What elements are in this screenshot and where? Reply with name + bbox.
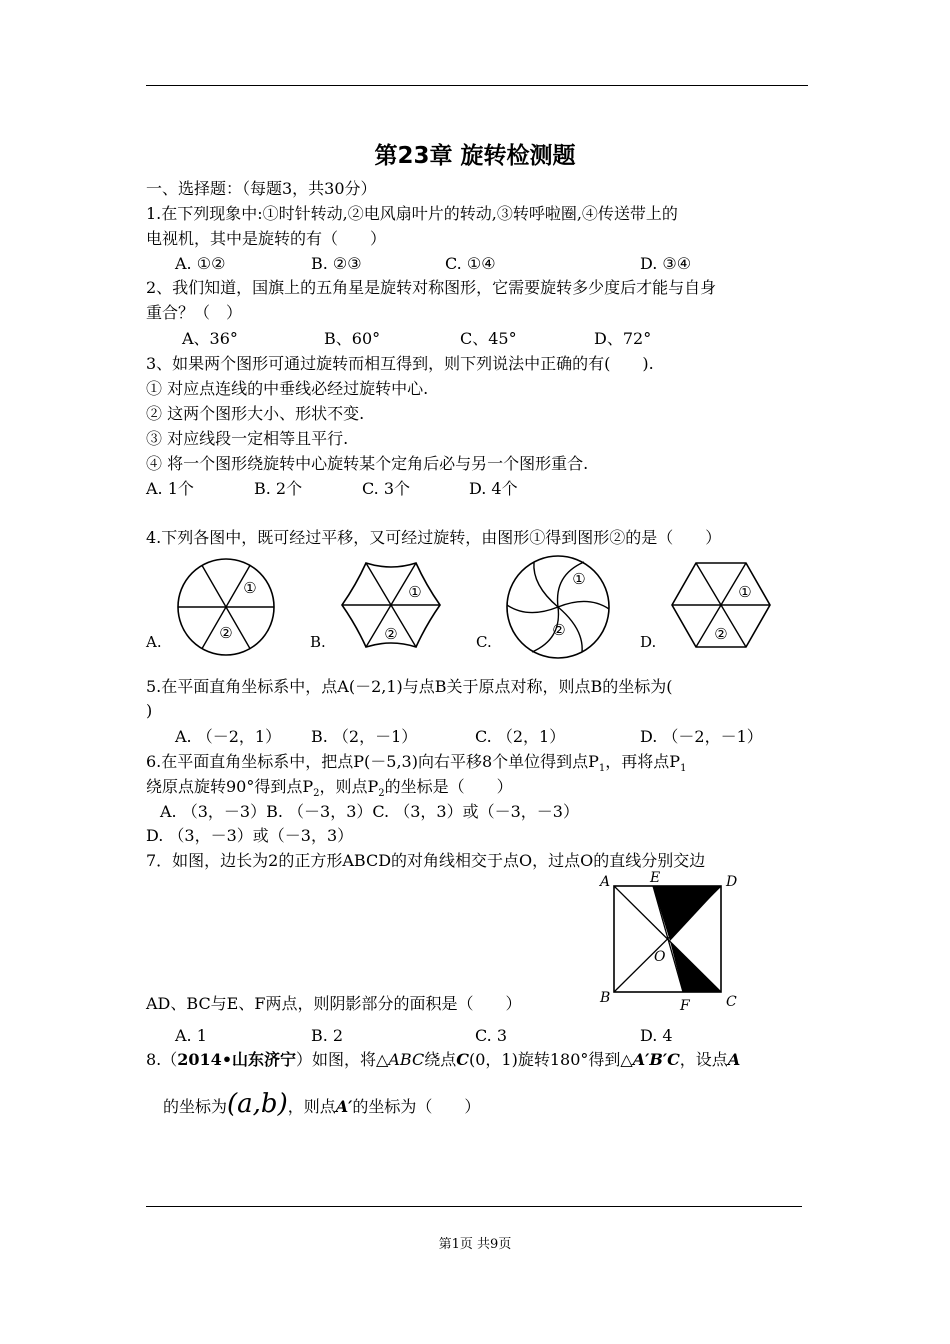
q2-line2: 重合？（ ） [146, 303, 243, 322]
q4c-mark-1: ① [572, 570, 586, 588]
q2-option-b: B、60° [324, 329, 381, 348]
q1-line2: 电视机，其中是旋转的有（ ） [146, 229, 387, 248]
q2-option-a: A、36° [182, 329, 238, 348]
q3-option-a: A. 1个 [146, 479, 194, 498]
q2-option-d: D、72° [594, 329, 652, 348]
q8-a: A [727, 1050, 741, 1069]
q8-source: 2014•山东济宁 [177, 1050, 297, 1069]
q7-label-o: O [654, 949, 666, 965]
q6-line1-a: 6.在平面直角坐标系中，把点P(－5,3)向右平移8个单位得到点P [146, 752, 599, 771]
q3-statement-2: ② 这两个图形大小、形状不变. [146, 404, 365, 423]
q4-figure-d [668, 557, 774, 653]
q8-math: (a,b) [227, 1089, 288, 1119]
q3-statement-3: ③ 对应线段一定相等且平行. [146, 429, 349, 448]
q4b-mark-2: ② [384, 625, 398, 643]
q7-line1: 7．如图，边长为2的正方形ABCD的对角线相交于点O，过点O的直线分别交边 [146, 851, 706, 870]
q8-coords: (0，1) [468, 1050, 518, 1069]
q7-label-f: F [680, 998, 690, 1014]
q1-option-d: D. ③④ [640, 254, 692, 273]
q8-part2: 绕点 [424, 1050, 457, 1069]
q6-line1-b: ，再将点P [605, 752, 681, 771]
q6-line4: D. （3，－3）或（－3，3） [146, 826, 354, 845]
q4d-mark-2: ② [714, 625, 728, 643]
q3-statement-4: ④ 将一个图形绕旋转中心旋转某个定角后必与另一个图形重合. [146, 454, 589, 473]
page-title: 第23章 旋转检测题 [374, 143, 576, 169]
q7-figure [596, 868, 746, 1014]
q8-part3: 旋转180°得到△ [517, 1050, 633, 1069]
q8-part1: ）如图，将△ [296, 1050, 389, 1069]
q6-sub-2a: 2 [313, 788, 320, 800]
q7-option-d: D. 4 [640, 1026, 673, 1045]
q4-label-b: B. [310, 633, 326, 651]
q8-line2-a: 的坐标为 [163, 1097, 228, 1116]
q8-abc: ABC [388, 1050, 425, 1069]
q1-line1: 1.在下列现象中:①时针转动,②电风扇叶片的转动,③转呼啦圈,④传送带上的 [146, 204, 678, 223]
q3-line1: 3、如果两个图形可通过旋转而相互得到，则下列说法中正确的有( ). [146, 354, 654, 373]
q8-line1 [146, 1049, 740, 1071]
q4-label-c: C. [476, 633, 492, 651]
q4b-mark-1: ① [408, 583, 422, 601]
q8-line2 [163, 1084, 480, 1127]
q6-sub-1a: 1 [598, 763, 606, 775]
q4-label-d: D. [640, 633, 657, 651]
q5-line2: ) [146, 701, 153, 720]
q7-option-c: C. 3 [475, 1026, 508, 1045]
q3-option-b: B. 2个 [254, 479, 303, 498]
section-heading: 一、选择题：（每题3，共30分） [146, 179, 377, 198]
header-rule [146, 85, 808, 86]
q7-label-e: E [650, 870, 661, 886]
q6-line2-c: 的坐标是（ ） [384, 777, 513, 796]
q7-label-c: C [726, 994, 737, 1010]
q4-line1: 4.下列各图中，既可经过平移，又可经过旋转，由图形①得到图形②的是（ ） [146, 528, 722, 547]
q7-label-d: D [726, 874, 738, 890]
q6-sub-2b: 2 [378, 788, 385, 800]
q6-line2-b: ，则点P [319, 777, 379, 796]
q5-line1: 5.在平面直角坐标系中，点A(－2,1)与点B关于原点对称，则点B的坐标为( [146, 677, 673, 696]
q4-figure-c [502, 551, 614, 663]
q8-prefix: 8.（ [146, 1050, 178, 1069]
q1-option-c: C. ①④ [445, 254, 496, 273]
q8-a-prime: A′ [335, 1097, 353, 1116]
q7-line2: AD、BC与E、F两点，则阴影部分的面积是（ ） [146, 994, 522, 1013]
q8-c: C [456, 1050, 469, 1069]
q8-abc-prime: A′B′C [632, 1050, 680, 1069]
q4d-mark-1: ① [738, 583, 752, 601]
q4c-mark-2: ② [552, 621, 566, 639]
q4a-mark-2: ② [219, 624, 233, 642]
q3-option-c: C. 3个 [362, 479, 411, 498]
q4a-mark-1: ① [243, 579, 257, 597]
q2-option-c: C、45° [460, 329, 517, 348]
footer-rule [146, 1206, 802, 1207]
q4-figure-a [174, 555, 278, 659]
q7-label-a: A [600, 874, 611, 890]
q1-option-b: B. ②③ [311, 254, 362, 273]
q5-option-c: C. （2，1） [475, 727, 566, 746]
q8-line2-b: ，则点 [287, 1097, 336, 1116]
page-footer: 第1页 共9页 [438, 1237, 512, 1252]
q7-option-a: A. 1 [175, 1026, 207, 1045]
q5-option-b: B. （2，－1） [311, 727, 418, 746]
q7-label-b: B [600, 990, 611, 1006]
q4-figure-b [338, 557, 444, 653]
q2-line1: 2、我们知道，国旗上的五角星是旋转对称图形，它需要旋转多少度后才能与自身 [146, 278, 717, 297]
q4-label-a: A. [146, 633, 162, 651]
q6-sub-1b: 1 [680, 763, 687, 775]
q8-part4: ，设点 [679, 1050, 728, 1069]
q8-line2-c: 的坐标为（ ） [352, 1097, 481, 1116]
q1-option-a: A. ①② [175, 254, 226, 273]
q5-option-d: D. （－2，－1） [640, 727, 763, 746]
q3-statement-1: ① 对应点连线的中垂线必经过旋转中心. [146, 379, 429, 398]
q3-option-d: D. 4个 [469, 479, 518, 498]
q6-line2-a: 绕原点旋转90°得到点P [146, 777, 314, 796]
q7-option-b: B. 2 [311, 1026, 344, 1045]
q6-line3: A. （3，－3）B. （－3，3）C. （3，3）或（－3，－3） [160, 802, 579, 821]
q5-option-a: A. （－2，1） [175, 727, 282, 746]
